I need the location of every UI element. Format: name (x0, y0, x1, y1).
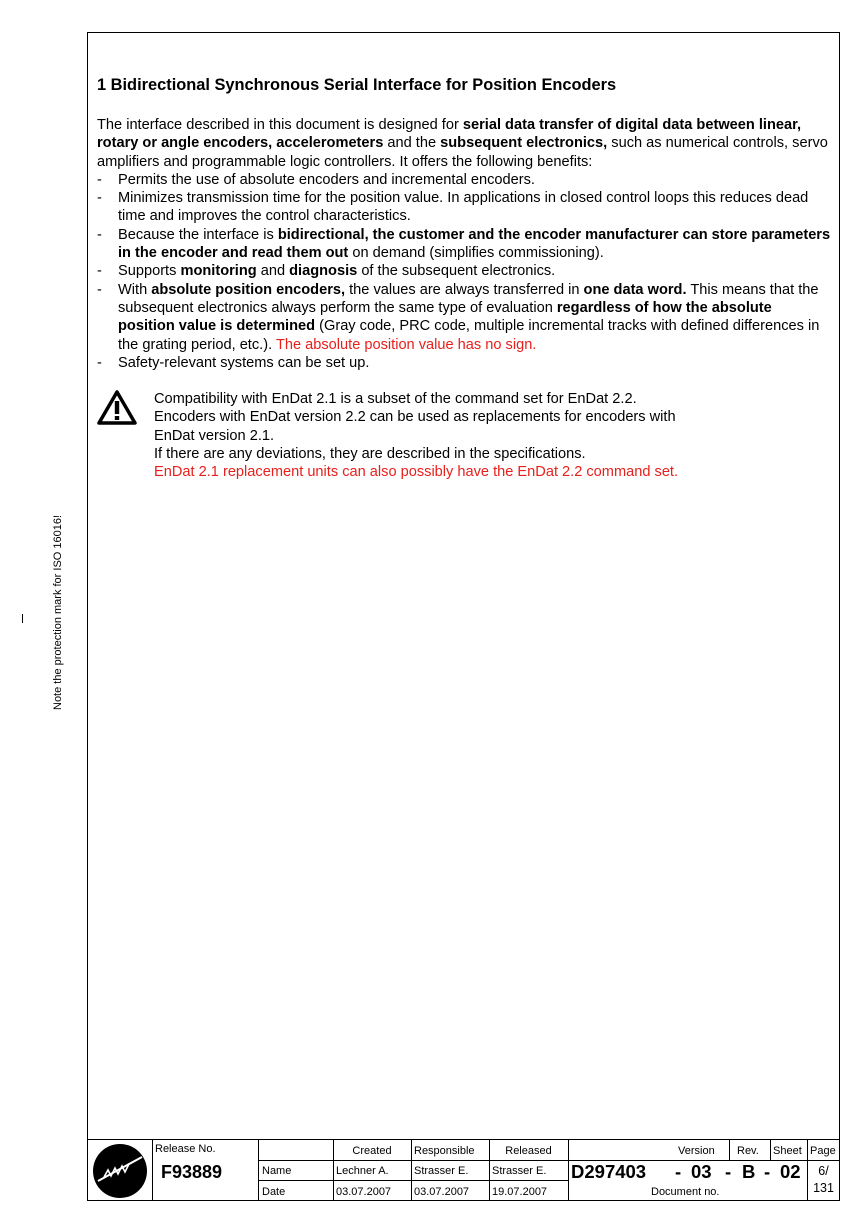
responsible-date: 03.07.2007 (414, 1186, 470, 1198)
version-label: Version (678, 1145, 715, 1157)
note-line: Compatibility with EnDat 2.1 is a subset of the command set for EnDat 2.2. (154, 391, 637, 408)
intro-run: serial data transfer of digital data between linear, rotary or angle encoders, accelerometers (97, 117, 802, 152)
benefit-run: The absolute position value has no sign. (275, 336, 537, 353)
benefit-list (97, 171, 832, 372)
company-logo-icon (90, 1141, 150, 1201)
page-total: 131 (813, 1181, 834, 1195)
note-line: Encoders with EnDat version 2.2 can be used as replacements for encoders with (154, 409, 676, 426)
section-title: 1 Bidirectional Synchronous Serial Interface for Position Encoders (97, 76, 617, 94)
benefit-run: the values are always transferred in (345, 281, 584, 298)
benefit-run: Safety-relevant systems can be set up. (118, 354, 370, 371)
bullet-dash: - (97, 226, 102, 243)
created-date: 03.07.2007 (336, 1186, 392, 1198)
separator-2: - (725, 1161, 732, 1182)
responsible-name: Strasser E. (414, 1165, 469, 1177)
rev-value: B (742, 1161, 756, 1182)
created-name: Lechner A. (336, 1165, 389, 1177)
note-red-text: EnDat 2.1 replacement units can also possibly have the EnDat 2.2 command set. (154, 464, 679, 481)
side-tick-mark (22, 614, 23, 623)
benefit-run: Minimizes transmission time for the position value. In applications in closed control loops this reduces dead time and improves the control characteristics. (118, 190, 809, 225)
note-line: If there are any deviations, they are described in the specifications. (154, 446, 586, 463)
benefit-run: Permits the use of absolute encoders and incremental encoders. (118, 171, 535, 188)
benefit-run: (Gray code, PRC code, multiple incremental tracks with defined differences in the grating period, etc.). (118, 318, 820, 353)
document-number: D297403 (571, 1161, 647, 1182)
released-name: Strasser E. (492, 1165, 547, 1177)
benefit-item (97, 281, 832, 354)
intro-run: such as numerical controls, servo amplifiers and programmable logic controllers. It offers the following benefits: (97, 135, 828, 170)
benefit-item (97, 262, 832, 280)
benefit-run: bidirectional, the customer and the encoder manufacturer can store parameters in the encoder and read them out (118, 226, 831, 262)
separator-1: - (675, 1161, 682, 1182)
benefit-item (97, 189, 832, 226)
bullet-dash: - (97, 263, 102, 280)
release-label: Release No. (155, 1143, 216, 1155)
benefit-run: one data word. (583, 281, 687, 298)
col-released: Released (505, 1145, 552, 1157)
note-text (154, 390, 832, 463)
note-line: EnDat version 2.1. (154, 427, 275, 444)
row-name-label: Name (262, 1165, 292, 1177)
benefit-run: With (118, 281, 152, 298)
warning-triangle-icon (97, 390, 137, 426)
document-no-label: Document no. (651, 1186, 720, 1198)
page-label: Page (810, 1145, 836, 1157)
compatibility-note (97, 390, 832, 481)
bullet-dash: - (97, 171, 102, 188)
benefit-item (97, 226, 832, 263)
benefit-item (97, 354, 832, 372)
benefit-item (97, 171, 832, 189)
intro-paragraph (97, 116, 832, 171)
row-date-label: Date (262, 1186, 286, 1198)
benefit-run: monitoring (180, 263, 257, 280)
intro-run: subsequent electronics, (440, 135, 608, 152)
benefit-run: absolute position encoders, (151, 281, 346, 298)
released-date: 19.07.2007 (492, 1186, 548, 1198)
bullet-dash: - (97, 190, 102, 207)
title-block (88, 1139, 840, 1201)
benefit-run: on demand (simplifies commissioning). (348, 245, 604, 262)
sheet-label: Sheet (773, 1145, 802, 1157)
benefit-run: regardless of how the absolute position value is determined (118, 299, 772, 335)
benefit-run: diagnosis (289, 263, 358, 280)
release-number: F93889 (161, 1162, 223, 1182)
col-responsible: Responsible (414, 1145, 475, 1157)
benefit-run: This means that the subsequent electronics always perform the same type of evaluation (118, 281, 819, 316)
separator-3: - (764, 1161, 771, 1182)
rev-label: Rev. (737, 1145, 759, 1157)
benefit-run: and (256, 263, 290, 280)
intro-run: and the (383, 135, 441, 152)
benefit-run: of the subsequent electronics. (357, 263, 556, 280)
intro-run: The interface described in this document is designed for (97, 117, 463, 133)
sheet-value: 02 (780, 1161, 801, 1182)
protection-note: Note the protection mark for ISO 16016! (52, 514, 64, 710)
benefit-run: Supports (118, 263, 181, 280)
benefit-run: Because the interface is (118, 226, 278, 243)
bullet-dash: - (97, 354, 102, 371)
page-number: 6/ (818, 1164, 829, 1178)
bullet-dash: - (97, 281, 102, 298)
document-body (97, 74, 832, 482)
col-created: Created (352, 1145, 392, 1157)
version-value: 03 (691, 1161, 712, 1182)
